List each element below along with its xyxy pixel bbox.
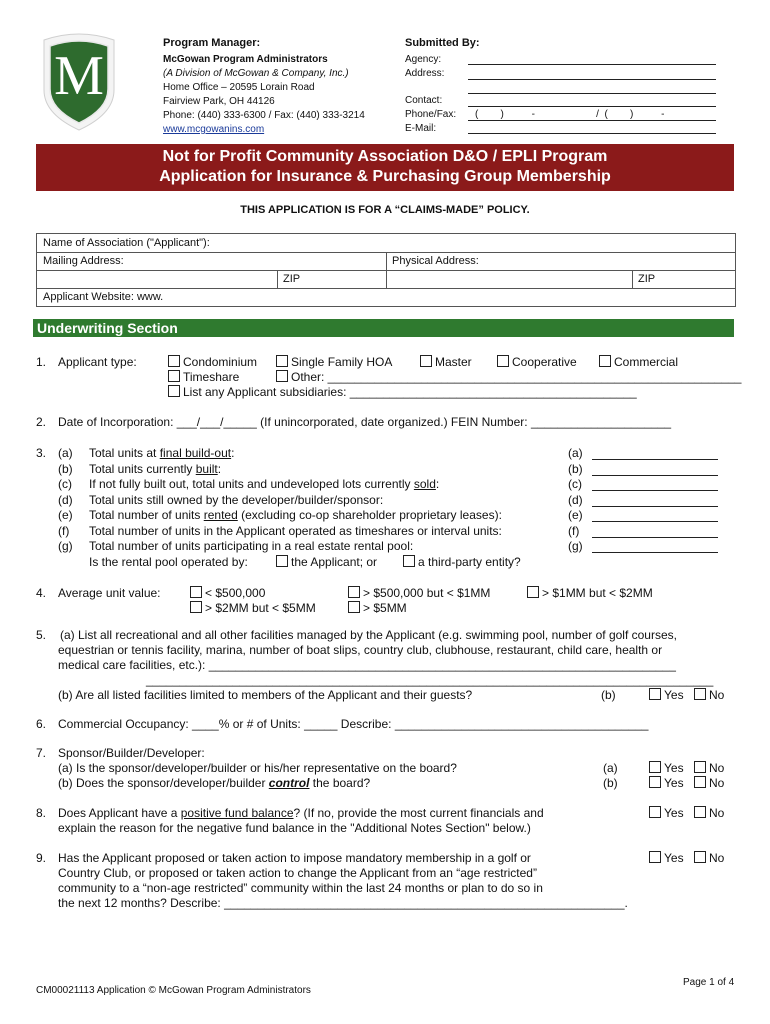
q3-item-text [89,462,221,476]
email-field[interactable] [468,133,716,134]
logo-letter: M [54,45,104,107]
q7b-text-post: the board? [309,776,371,790]
agency-label: Agency: [405,54,442,65]
q8-text-underlined: positive fund balance [180,806,294,820]
company-phone: Phone: (440) 333-6300 / Fax: (440) 333-3214 [163,110,365,121]
q1-option-label: Cooperative [512,355,577,369]
q3-item-text-pre: Total number of units in the Applicant operated as timeshares or interval units: [89,523,502,538]
q7a-letter: (a) [603,761,618,775]
q3-item-text-post: : [231,446,235,460]
q4-option-label: > $5MM [363,601,407,615]
q1-option-label: Condominium [183,355,258,369]
footer-left: CM00021113 Application © McGowan Program Administrators [36,985,311,996]
checkbox[interactable] [649,688,661,700]
mcgowan-logo [38,32,120,132]
q7b-no[interactable] [694,776,724,790]
q3-answer-letter: (e) [568,508,583,522]
applicant-website-label: Applicant Website: www. [43,291,164,303]
q3-item-text-post: : [435,477,440,491]
q3-item-letter: (c) [58,477,72,491]
q8-text-post: ? (If no, provide the most current financials and [293,806,544,820]
q3-answer-field[interactable] [592,506,718,507]
physical-zip-label: ZIP [638,273,656,285]
q3-item-letter: (a) [58,446,73,460]
q3-pool-option-label: a third-party entity? [418,555,521,569]
q7-number: 7. [36,746,47,760]
q7b-text-pre: (b) Does the sponsor/developer/builder [58,776,269,790]
checkbox[interactable] [403,555,415,567]
q9-line-4: the next 12 months? Describe: ____________________________________________________________. [58,896,628,910]
q1-option-label: Single Family HOA [291,355,393,369]
checkbox[interactable] [190,586,202,598]
q3-answer-letter: (a) [568,446,583,460]
program-manager-block [163,36,383,137]
q3-pool-option-label: the Applicant; or [291,555,378,569]
checkbox[interactable] [276,370,288,382]
q8-line-2: explain the reason for the negative fund balance in the "Additional Notes Section" below.) [58,821,531,835]
no-label: No [709,851,725,865]
q3-answer-letter: (f) [568,523,580,538]
q3-item-text-pre: Total units at [89,446,160,460]
q4-label: Average unit value: [58,586,161,600]
q3-item-text-underlined: rented [203,508,238,522]
q4-option-5[interactable] [348,601,407,615]
q3-item-text [89,493,383,507]
q3-item-text-pre: Total units still owned by the developer/builder/sponsor: [89,492,384,507]
q5b-text: (b) Are all listed facilities limited to members of the Applicant and their guests? [58,688,473,702]
q7a-no[interactable] [694,761,724,775]
q9-line-2: Country Club, or proposed or taken action to change the Applicant from an “age restricted” [58,866,537,880]
checkbox[interactable] [348,586,360,598]
q7b-yes[interactable] [649,776,684,790]
q3-item-letter: (g) [58,539,73,553]
q3-item-letter: (e) [58,508,73,522]
checkbox[interactable] [497,355,509,367]
checkbox[interactable] [527,586,539,598]
q3-item-text-pre: Total number of units [89,508,204,522]
q3-answer-field[interactable] [592,459,718,460]
checkbox[interactable] [694,851,706,863]
q3-item-text-underlined: final build-out [159,446,232,460]
q7a-text: (a) Is the sponsor/developer/builder or his/her representative on the board? [58,761,457,775]
q2-text: Date of Incorporation: ___/___/_____ (If unincorporated, date organized.) FEIN Number: _____________________ [58,415,672,429]
q3-item-letter: (d) [58,492,73,507]
q3-answer-field[interactable] [592,475,718,476]
q4-option-label: > $2MM but < $5MM [205,601,316,615]
mailing-zip-label: ZIP [283,273,301,285]
q4-option-3[interactable] [527,586,653,600]
submitted-by-heading: Submitted By: [405,37,480,49]
company-website-link[interactable]: www.mcgowanins.com [163,124,265,135]
checkbox[interactable] [694,806,706,818]
q5-line-4: _____________________________________________________________________________________ [146,673,714,687]
no-label: No [709,776,725,790]
address-label: Address: [405,68,445,79]
phonefax-field[interactable] [468,120,716,121]
mailing-address-label: Mailing Address: [43,255,124,267]
q7b-text-emphasis: control [268,776,310,790]
q3-answer-letter: (g) [568,539,583,553]
q1-label: Applicant type: [58,355,137,369]
q1-option-commercial[interactable] [599,355,678,369]
q5-line-1: (a) List all recreational and all other facilities managed by the Applicant (e.g. swimming pool, number of golf courses, [60,628,677,642]
q1-option-label: Timeshare [183,370,240,384]
underwriting-section-header: Underwriting Section [33,319,734,337]
checkbox[interactable] [599,355,611,367]
q1-option-sfhoa[interactable] [276,355,392,369]
q7-heading: Sponsor/Builder/Developer: [58,746,205,760]
q1-option-label: Master [435,355,472,369]
q3-item-letter: (f) [58,523,70,538]
yes-label: Yes [664,761,684,775]
footer-page-number: Page 1 of 4 [683,977,735,988]
q8-no[interactable] [694,806,724,820]
q3-item-text-pre: Total number of units participating in a real estate rental pool: [89,539,414,553]
q1-option-timeshare[interactable] [168,370,239,384]
checkbox[interactable] [649,806,661,818]
checkbox[interactable] [348,601,360,613]
checkbox[interactable] [168,370,180,382]
q8-line-1 [58,806,544,820]
q3-item-text [89,446,234,460]
yes-label: Yes [664,851,684,865]
q3-item-text [89,524,502,538]
q4-option-label: > $1MM but < $2MM [542,586,653,600]
checkbox[interactable] [694,776,706,788]
q4-option-1[interactable] [190,586,265,600]
yes-label: Yes [664,806,684,820]
q8-text-pre: Does Applicant have a [58,806,181,820]
email-label: E-Mail: [405,123,437,134]
q3-item-text [89,477,439,491]
q3-answer-field[interactable] [592,552,718,553]
address-field-2[interactable] [468,93,716,94]
phonefax-label: Phone/Fax: [405,109,457,120]
q1-option-master[interactable] [420,355,472,369]
q5b-letter: (b) [601,688,616,702]
q1-option-label: Commercial [614,355,679,369]
q7a-yes[interactable] [649,761,684,775]
checkbox[interactable] [190,601,202,613]
q3-item-letter: (b) [58,461,73,476]
address-field-1[interactable] [468,79,716,80]
company-name: McGowan Program Administrators [163,54,328,65]
contact-field[interactable] [468,106,716,107]
title-line-2: Application for Insurance & Purchasing Group Membership [159,168,611,185]
q3-item-text [89,539,413,553]
q3-answer-letter: (d) [568,492,583,507]
contact-label: Contact: [405,95,443,106]
yes-label: Yes [664,688,684,702]
q5b-yes[interactable] [649,688,684,702]
q1-option-label: Other: ______________________________________________________________ [291,370,742,384]
q4-option-label: < $500,000 [205,586,266,600]
q1-subsidiaries[interactable] [168,385,637,399]
no-label: No [709,806,725,820]
program-manager-heading: Program Manager: [163,37,261,49]
q3-item-text-post: (excluding co-op shareholder proprietary leases): [237,508,502,522]
q3-pool-third-party[interactable] [403,555,521,569]
no-label: No [709,761,725,775]
phonefax-mask: ( ) - / ( ) - [475,109,665,120]
association-name-label: Name of Association ("Applicant"): [43,237,210,249]
title-banner [36,144,734,191]
q3-item-text-pre: Total units currently [89,461,196,476]
q5-line-2: equestrian or tennis facility, marina, number of boat slips, country club, clubhouse, restaurant, child care, health or [58,643,663,657]
physical-address-label: Physical Address: [392,255,479,267]
q3-item-text-post: : [217,461,222,476]
checkbox[interactable] [694,761,706,773]
claims-made-notice: THIS APPLICATION IS FOR A “CLAIMS-MADE” POLICY. [240,204,530,216]
company-address-2: Fairview Park, OH 44126 [163,96,275,107]
q7b-text [58,776,370,790]
checkbox[interactable] [420,355,432,367]
q3-pool-applicant[interactable] [276,555,377,569]
q1-option-coop[interactable] [497,355,577,369]
q3-answer-field[interactable] [592,490,718,491]
q5-number: 5. [36,628,47,642]
q3-pool-question: Is the rental pool operated by: [89,555,248,569]
q8-number: 8. [36,806,47,820]
q1-option-condo[interactable] [168,355,257,369]
q9-no[interactable] [694,851,724,865]
q3-number: 3. [36,446,47,460]
q1-option-other[interactable] [276,370,741,384]
agency-field[interactable] [468,64,716,65]
q5b-no[interactable] [694,688,724,702]
checkbox[interactable] [168,385,180,397]
yes-label: Yes [664,776,684,790]
q9-line-3: community to a “non-age restricted” community within the last 24 months or plan to do so in [58,881,543,895]
checkbox[interactable] [649,761,661,773]
checkbox[interactable] [649,851,661,863]
checkbox[interactable] [694,688,706,700]
no-label: No [709,688,725,702]
q9-number: 9. [36,851,47,865]
q6-text: Commercial Occupancy: ____% or # of Units: _____ Describe: ______________________________________ [58,717,649,731]
company-address-1: Home Office – 20595 Lorain Road [163,82,315,93]
q5-line-3: medical care facilities, etc.): ______________________________________________________________________ [58,658,676,672]
q3-item-text [89,508,502,522]
q4-option-label: > $500,000 but < $1MM [363,586,491,600]
q3-item-text-pre: If not fully built out, total units and undeveloped lots currently [89,477,414,491]
q1-option-label: List any Applicant subsidiaries: ___________________________________________ [183,385,637,399]
submitted-by-block [405,36,725,136]
applicant-info-box [36,233,736,307]
q2-number: 2. [36,415,47,429]
checkbox[interactable] [276,355,288,367]
q4-option-4[interactable] [190,601,316,615]
q8-yes[interactable] [649,806,684,820]
checkbox[interactable] [276,555,288,567]
company-division: (A Division of McGowan & Company, Inc.) [163,68,349,79]
q3-item-text-underlined: built [195,461,218,476]
q4-option-2[interactable] [348,586,490,600]
q3-answer-field[interactable] [592,521,718,522]
q9-yes[interactable] [649,851,684,865]
q3-answer-letter: (c) [568,477,582,491]
checkbox[interactable] [649,776,661,788]
q9-line-1: Has the Applicant proposed or taken action to impose mandatory membership in a golf or [58,851,531,865]
title-line-1: Not for Profit Community Association D&O / EPLI Program [162,148,608,165]
q3-item-text-underlined: sold [413,477,436,491]
checkbox[interactable] [168,355,180,367]
q4-number: 4. [36,586,47,600]
q7b-letter: (b) [603,776,618,790]
q6-number: 6. [36,717,47,731]
q1-number: 1. [36,355,47,369]
q3-answer-letter: (b) [568,461,583,476]
q3-answer-field[interactable] [592,537,718,538]
